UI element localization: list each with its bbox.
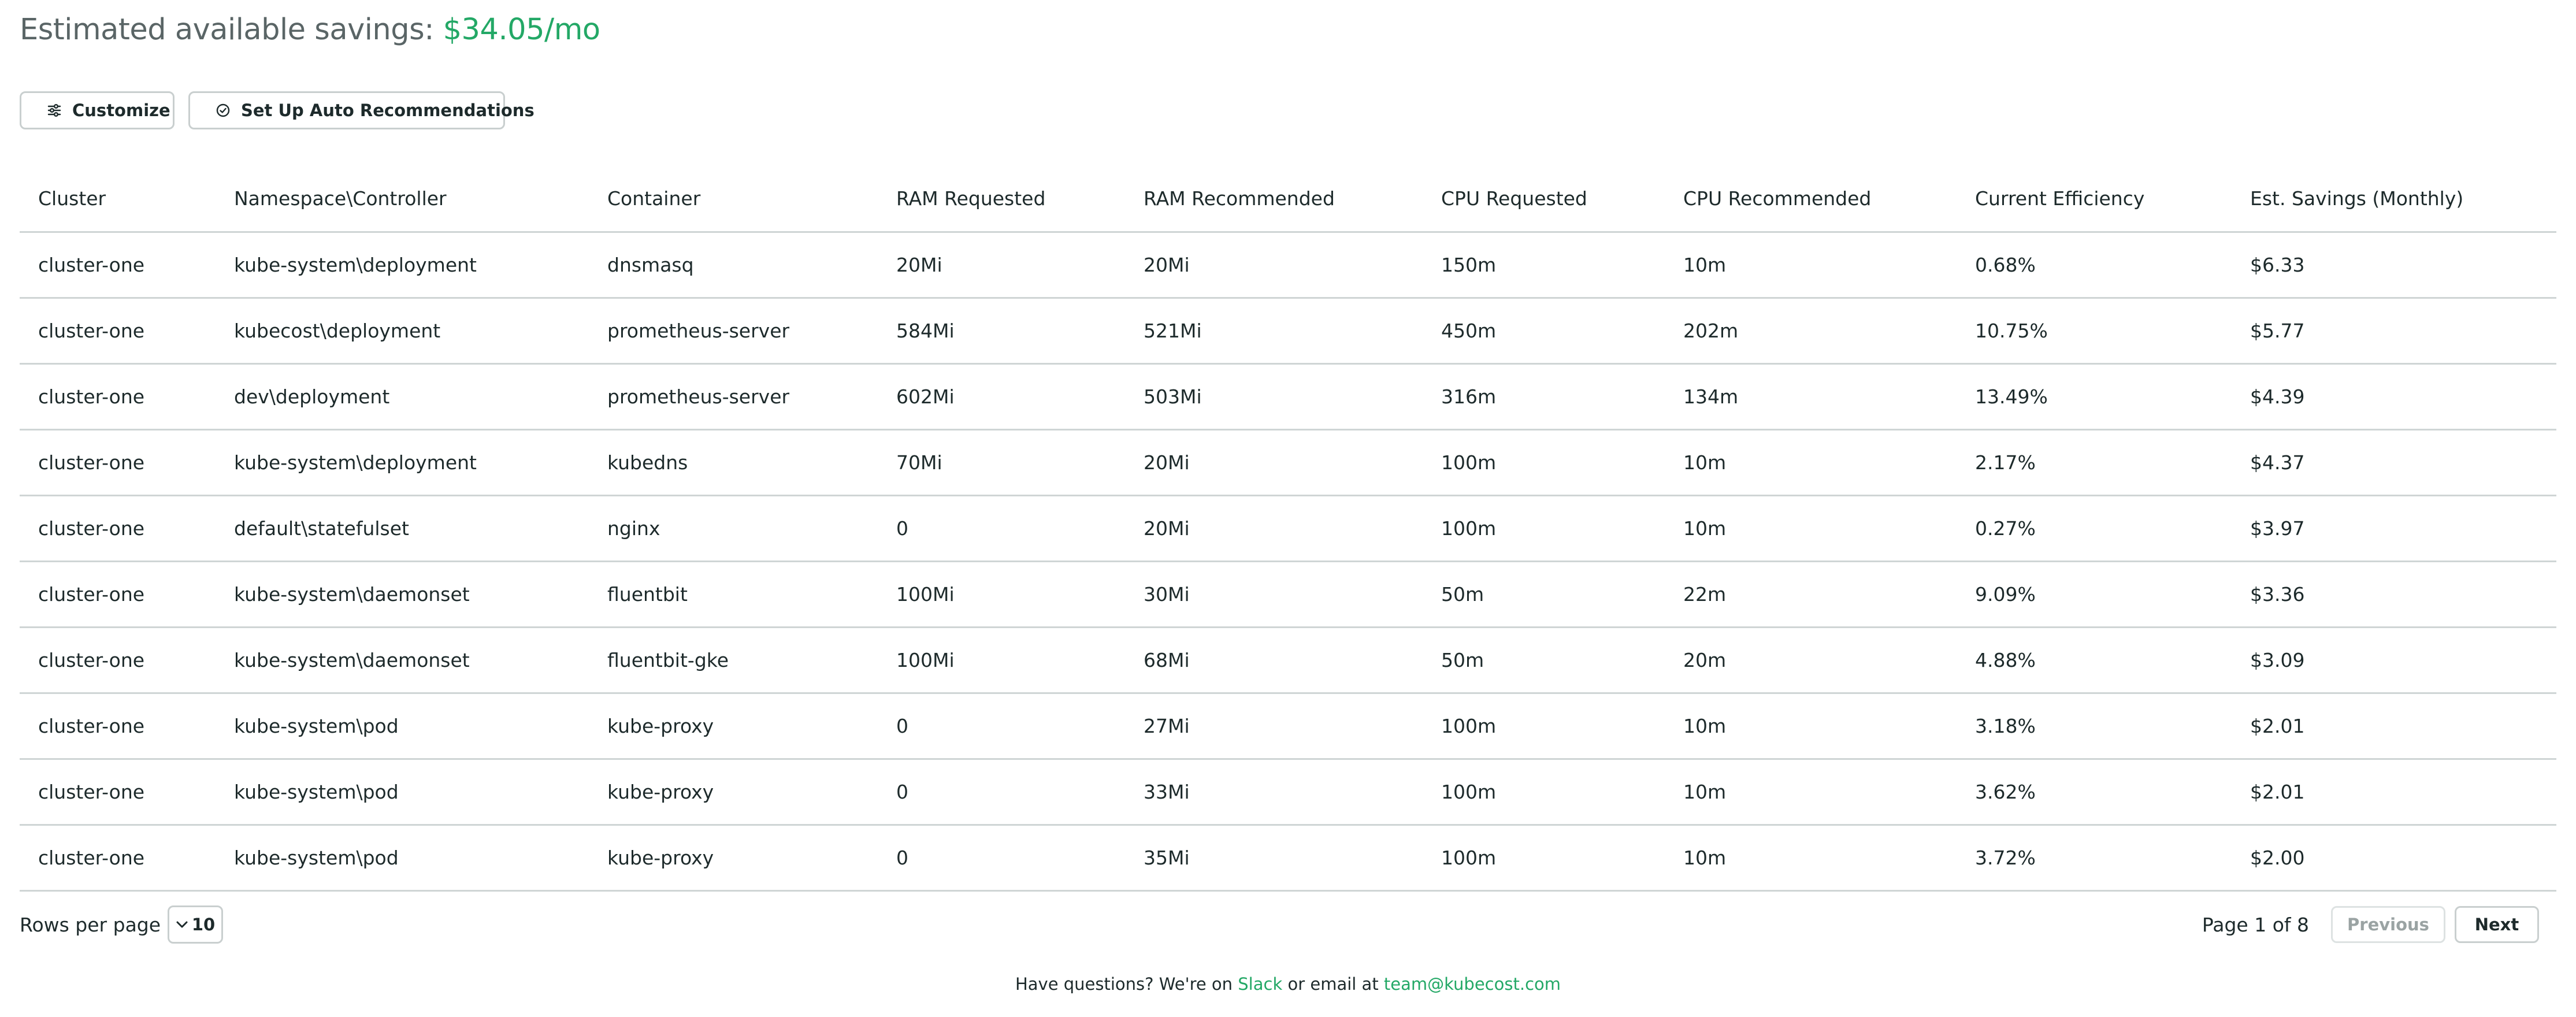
cell-namespace-controller: kube-system\deployment (216, 430, 589, 496)
cell-current-efficiency: 2.17% (1957, 430, 2232, 496)
cell-ram-requested: 0 (878, 693, 1125, 759)
cell-ram-requested: 584Mi (878, 298, 1125, 364)
customize-button[interactable] (20, 91, 175, 129)
column-header-cpu-recommended[interactable]: CPU Recommended (1665, 165, 1957, 232)
column-header-est-savings[interactable]: Est. Savings (Monthly) (2232, 165, 2556, 232)
cell-ram-recommended: 68Mi (1125, 628, 1423, 693)
slack-link[interactable]: Slack (1238, 974, 1283, 994)
cell-current-efficiency: 3.18% (1957, 693, 2232, 759)
cell-cpu-recommended: 10m (1665, 496, 1957, 562)
cell-ram-recommended: 33Mi (1125, 759, 1423, 825)
cell-container: fluentbit (589, 562, 878, 628)
cell-container: kube-proxy (589, 825, 878, 891)
cell-container: nginx (589, 496, 878, 562)
pagination-bar (20, 904, 2556, 945)
customize-label: Customize (72, 101, 170, 120)
cell-cpu-requested: 316m (1423, 364, 1665, 430)
cell-cpu-requested: 450m (1423, 298, 1665, 364)
help-text-before: Have questions? We're on (1015, 974, 1238, 994)
cell-container: prometheus-server (589, 364, 878, 430)
cell-current-efficiency: 0.27% (1957, 496, 2232, 562)
column-header-container[interactable]: Container (589, 165, 878, 232)
cell-cluster: cluster-one (20, 759, 216, 825)
savings-label: Estimated available savings: (20, 13, 443, 47)
cell-namespace-controller: kube-system\daemonset (216, 628, 589, 693)
column-header-namespace-controller[interactable]: Namespace\Controller (216, 165, 589, 232)
cell-cpu-recommended: 10m (1665, 693, 1957, 759)
cell-cpu-recommended: 20m (1665, 628, 1957, 693)
column-header-cpu-requested[interactable]: CPU Requested (1423, 165, 1665, 232)
table-row[interactable] (20, 759, 2556, 825)
cell-namespace-controller: kube-system\pod (216, 693, 589, 759)
table-row[interactable] (20, 825, 2556, 891)
cell-container: prometheus-server (589, 298, 878, 364)
cell-ram-recommended: 521Mi (1125, 298, 1423, 364)
table-row[interactable] (20, 496, 2556, 562)
savings-headline (20, 13, 600, 47)
cell-ram-requested: 70Mi (878, 430, 1125, 496)
cell-ram-requested: 100Mi (878, 628, 1125, 693)
cell-ram-requested: 0 (878, 496, 1125, 562)
cell-est-savings: $2.01 (2232, 759, 2556, 825)
savings-amount: $34.05/mo (443, 13, 600, 47)
cell-namespace-controller: kube-system\pod (216, 759, 589, 825)
cell-namespace-controller: kube-system\pod (216, 825, 589, 891)
cell-cpu-requested: 100m (1423, 693, 1665, 759)
cell-ram-recommended: 20Mi (1125, 496, 1423, 562)
cell-cpu-requested: 150m (1423, 232, 1665, 298)
cell-current-efficiency: 10.75% (1957, 298, 2232, 364)
cell-ram-recommended: 503Mi (1125, 364, 1423, 430)
cell-ram-requested: 100Mi (878, 562, 1125, 628)
cell-cpu-recommended: 202m (1665, 298, 1957, 364)
cell-container: fluentbit-gke (589, 628, 878, 693)
check-circle-icon (216, 102, 231, 119)
table-header-row (20, 165, 2556, 232)
cell-cluster: cluster-one (20, 232, 216, 298)
cell-cpu-requested: 100m (1423, 825, 1665, 891)
cell-cluster: cluster-one (20, 562, 216, 628)
toolbar (20, 91, 534, 129)
cell-namespace-controller: dev\deployment (216, 364, 589, 430)
cell-ram-recommended: 35Mi (1125, 825, 1423, 891)
cell-current-efficiency: 3.72% (1957, 825, 2232, 891)
next-button[interactable]: Next (2455, 906, 2539, 943)
cell-cluster: cluster-one (20, 825, 216, 891)
rows-per-page-label: Rows per page (20, 913, 161, 936)
cell-current-efficiency: 13.49% (1957, 364, 2232, 430)
cell-est-savings: $3.97 (2232, 496, 2556, 562)
page-info: Page 1 of 8 (2202, 913, 2309, 936)
cell-cpu-requested: 100m (1423, 496, 1665, 562)
cell-cluster: cluster-one (20, 496, 216, 562)
cell-ram-requested: 0 (878, 825, 1125, 891)
cell-current-efficiency: 0.68% (1957, 232, 2232, 298)
cell-est-savings: $3.09 (2232, 628, 2556, 693)
cell-current-efficiency: 4.88% (1957, 628, 2232, 693)
cell-cpu-recommended: 22m (1665, 562, 1957, 628)
cell-container: kubedns (589, 430, 878, 496)
cell-container: kube-proxy (589, 759, 878, 825)
cell-est-savings: $2.01 (2232, 693, 2556, 759)
rows-per-page-value: 10 (191, 915, 216, 934)
cell-cluster: cluster-one (20, 628, 216, 693)
column-header-cluster[interactable]: Cluster (20, 165, 216, 232)
table-row[interactable] (20, 430, 2556, 496)
chevron-down-icon (176, 921, 188, 929)
sliders-icon (47, 102, 62, 119)
table-row[interactable] (20, 562, 2556, 628)
previous-button[interactable]: Previous (2331, 906, 2445, 943)
cell-est-savings: $4.37 (2232, 430, 2556, 496)
column-header-ram-recommended[interactable]: RAM Recommended (1125, 165, 1423, 232)
cell-container: dnsmasq (589, 232, 878, 298)
cell-namespace-controller: kube-system\deployment (216, 232, 589, 298)
cell-cluster: cluster-one (20, 693, 216, 759)
cell-cpu-requested: 100m (1423, 759, 1665, 825)
cell-cpu-recommended: 10m (1665, 430, 1957, 496)
rows-per-page (20, 904, 223, 945)
cell-container: kube-proxy (589, 693, 878, 759)
cell-namespace-controller: kube-system\daemonset (216, 562, 589, 628)
cell-cluster: cluster-one (20, 298, 216, 364)
cell-namespace-controller: default\statefulset (216, 496, 589, 562)
cell-ram-recommended: 20Mi (1125, 430, 1423, 496)
cell-cpu-requested: 50m (1423, 562, 1665, 628)
email-link[interactable]: team@kubecost.com (1383, 974, 1561, 994)
cell-est-savings: $6.33 (2232, 232, 2556, 298)
pager (2202, 904, 2539, 945)
table-row[interactable] (20, 693, 2556, 759)
help-text-middle: or email at (1282, 974, 1384, 994)
cell-cluster: cluster-one (20, 364, 216, 430)
cell-ram-recommended: 20Mi (1125, 232, 1423, 298)
cell-cpu-recommended: 134m (1665, 364, 1957, 430)
cell-cpu-recommended: 10m (1665, 232, 1957, 298)
table-row[interactable] (20, 298, 2556, 364)
column-header-current-efficiency[interactable]: Current Efficiency (1957, 165, 2232, 232)
cell-ram-recommended: 27Mi (1125, 693, 1423, 759)
cell-est-savings: $3.36 (2232, 562, 2556, 628)
cell-ram-requested: 0 (878, 759, 1125, 825)
table-row[interactable] (20, 364, 2556, 430)
help-footer (0, 974, 2576, 994)
cell-cpu-recommended: 10m (1665, 825, 1957, 891)
cell-ram-recommended: 30Mi (1125, 562, 1423, 628)
cell-current-efficiency: 3.62% (1957, 759, 2232, 825)
cell-cluster: cluster-one (20, 430, 216, 496)
cell-est-savings: $2.00 (2232, 825, 2556, 891)
cell-cpu-requested: 50m (1423, 628, 1665, 693)
cell-current-efficiency: 9.09% (1957, 562, 2232, 628)
cell-ram-requested: 20Mi (878, 232, 1125, 298)
cell-cpu-recommended: 10m (1665, 759, 1957, 825)
cell-est-savings: $5.77 (2232, 298, 2556, 364)
cell-ram-requested: 602Mi (878, 364, 1125, 430)
rows-per-page-select[interactable] (168, 905, 223, 944)
table-row[interactable] (20, 232, 2556, 298)
cell-est-savings: $4.39 (2232, 364, 2556, 430)
auto-recommendations-button[interactable] (188, 91, 534, 129)
table-row[interactable] (20, 628, 2556, 693)
recommendations-table (20, 165, 2556, 892)
cell-cpu-requested: 100m (1423, 430, 1665, 496)
column-header-ram-requested[interactable]: RAM Requested (878, 165, 1125, 232)
auto-recommendations-label: Set Up Auto Recommendations (241, 101, 534, 120)
cell-namespace-controller: kubecost\deployment (216, 298, 589, 364)
